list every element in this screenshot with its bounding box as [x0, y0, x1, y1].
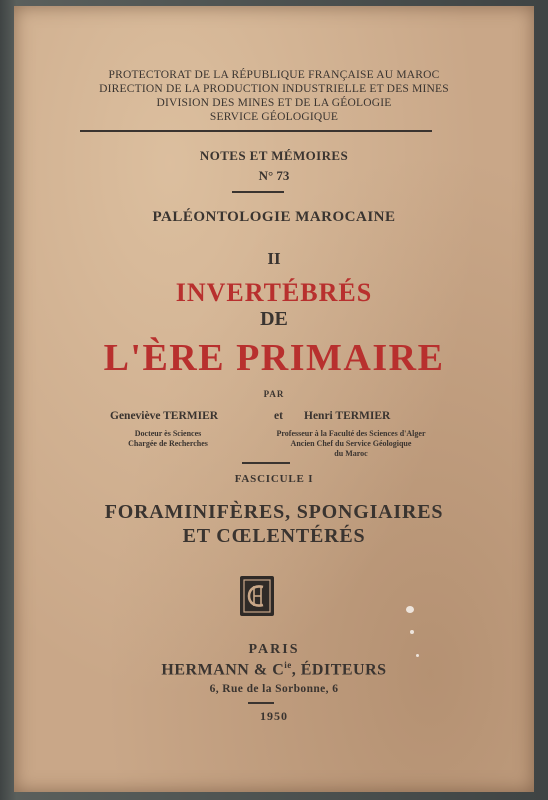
title-line-2: DE: [260, 308, 288, 330]
author-1-credentials: [88, 429, 248, 449]
header-line-4: SERVICE GÉOLOGIQUE: [209, 111, 339, 123]
imprint-year: 1950: [260, 709, 288, 723]
by-label: PAR: [263, 389, 285, 399]
publisher-superscript: ie: [284, 660, 292, 670]
subtitle: [14, 500, 534, 548]
header-line-2: DIRECTION DE LA PRODUCTION INDUSTRIELLE ET DES MINES: [99, 83, 449, 95]
author-1-credential: Chargée de Recherches: [128, 439, 208, 448]
author-2-name: Henri TERMIER: [304, 410, 391, 422]
title-line-1: INVERTÉBRÉS: [175, 278, 373, 307]
author-2-credential: Professeur à la Faculté des Sciences d'Alger: [276, 429, 426, 438]
paper-wear-spot: [416, 654, 419, 657]
imprint-city: PARIS: [248, 642, 300, 657]
author-1-name: Geneviève TERMIER: [110, 410, 219, 422]
series-name: NOTES ET MÉMOIRES: [199, 148, 349, 163]
paper-wear-spot: [406, 606, 414, 613]
fascicle-divider: [242, 462, 290, 464]
publisher-name: HERMANN & C: [161, 661, 285, 679]
year-divider: [248, 702, 274, 704]
publisher-header: [14, 68, 534, 124]
paper-wear-spot: [410, 630, 414, 634]
imprint-publisher: [14, 660, 534, 679]
series-number: N° 73: [258, 168, 290, 183]
header-line-1: PROTECTORAT DE LA RÉPUBLIQUE FRANÇAISE AU MAROC: [108, 69, 440, 81]
volume-number: II: [267, 249, 281, 268]
subtitle-line-2: ET CŒLENTÉRÉS: [182, 525, 366, 547]
author-1-credential: Docteur ès Sciences: [134, 429, 202, 438]
subtitle-line-1: FORAMINIFÈRES, SPONGIAIRES: [104, 501, 444, 523]
book-cover: [14, 6, 534, 792]
subject-heading: PALÉONTOLOGIE MAROCAINE: [152, 209, 396, 225]
fascicle-label: FASCICULE I: [234, 473, 314, 485]
author-2-credential: Ancien Chef du Service Géologique: [290, 439, 412, 448]
publisher-suffix: , ÉDITEURS: [291, 661, 387, 679]
author-conjunction: et: [274, 410, 283, 422]
author-2-credential: du Maroc: [334, 449, 368, 458]
series-divider: [232, 191, 284, 193]
title-line-3: L'ÈRE PRIMAIRE: [103, 337, 445, 379]
imprint-address: 6, Rue de la Sorbonne, 6: [209, 683, 339, 695]
header-line-3: DIVISION DES MINES ET DE LA GÉOLOGIE: [156, 97, 392, 109]
header-divider: [80, 130, 432, 132]
author-2-credentials: [256, 429, 446, 459]
hermann-monogram-icon: [238, 574, 276, 618]
